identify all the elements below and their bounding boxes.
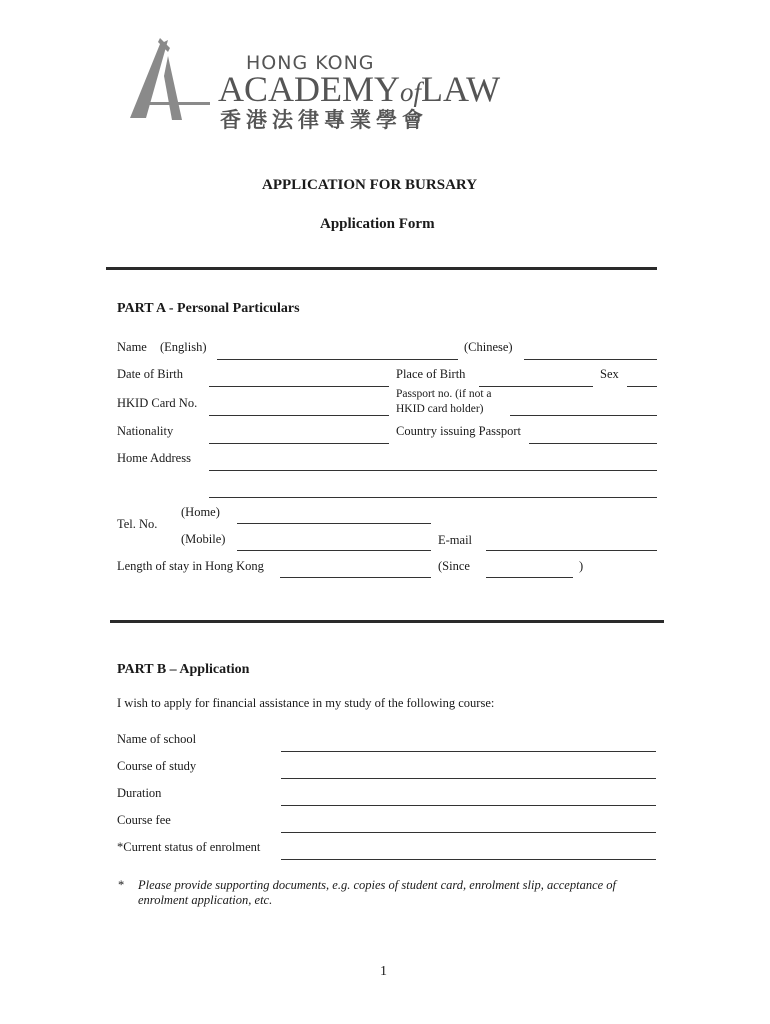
logo-academy-text: ACADEMY xyxy=(218,69,401,109)
section-divider xyxy=(110,620,664,623)
english-label: (English) xyxy=(160,340,207,354)
sex-label: Sex xyxy=(600,367,619,381)
note-line1: Please provide supporting documents, e.g. copies of student card, enrolment slip, acceptance of xyxy=(138,878,617,892)
country-passport-field[interactable] xyxy=(529,429,657,444)
name-chinese-field[interactable] xyxy=(524,345,657,360)
duration-label: Duration xyxy=(117,786,162,800)
fee-label: Course fee xyxy=(117,813,171,827)
form-title: APPLICATION FOR BURSARY xyxy=(262,177,478,193)
since-close: ) xyxy=(579,559,584,573)
address-field-2[interactable] xyxy=(209,483,657,498)
note-star: * xyxy=(118,878,125,892)
address-label: Home Address xyxy=(117,451,191,465)
nationality-field[interactable] xyxy=(209,429,389,444)
dob-label: Date of Birth xyxy=(117,367,183,381)
pob-label: Place of Birth xyxy=(396,367,466,381)
stay-field[interactable] xyxy=(280,563,431,578)
email-label: E-mail xyxy=(438,533,473,547)
since-field[interactable] xyxy=(486,563,573,578)
status-label: *Current status of enrolment xyxy=(117,840,261,854)
sex-field[interactable] xyxy=(627,372,657,387)
status-field[interactable] xyxy=(281,845,656,860)
country-passport-label: Country issuing Passport xyxy=(396,424,522,438)
stay-label: Length of stay in Hong Kong xyxy=(117,559,264,573)
hkid-field[interactable] xyxy=(209,401,389,416)
passport-label-line1: Passport no. (if not a xyxy=(396,388,492,400)
school-label: Name of school xyxy=(117,732,197,746)
passport-field[interactable] xyxy=(510,401,657,416)
part-b-heading: PART B – Application xyxy=(117,662,250,677)
since-label: (Since xyxy=(438,559,470,573)
page-number: 1 xyxy=(380,964,387,979)
fee-field[interactable] xyxy=(281,818,656,833)
nationality-label: Nationality xyxy=(117,424,174,438)
duration-field[interactable] xyxy=(281,791,656,806)
dob-field[interactable] xyxy=(209,372,389,387)
name-label: Name xyxy=(117,340,147,354)
logo-name-line1: HONG KONG xyxy=(246,52,375,74)
tel-mobile-field[interactable] xyxy=(237,536,431,551)
academy-logo-mark-icon xyxy=(124,36,214,126)
passport-label-line2: HKID card holder) xyxy=(396,403,484,415)
email-field[interactable] xyxy=(486,536,657,551)
note-line2: enrolment application, etc. xyxy=(138,893,273,907)
logo-of-text: of xyxy=(400,77,422,107)
form-subtitle: Application Form xyxy=(320,216,435,232)
chinese-label: (Chinese) xyxy=(464,340,513,354)
section-divider xyxy=(106,267,657,270)
address-field-1[interactable] xyxy=(209,456,657,471)
home-label: (Home) xyxy=(181,505,220,519)
hkid-label: HKID Card No. xyxy=(117,396,198,410)
logo-law-text: LAW xyxy=(421,69,501,109)
tel-home-field[interactable] xyxy=(237,509,431,524)
pob-field[interactable] xyxy=(479,372,593,387)
course-field[interactable] xyxy=(281,764,656,779)
part-b-intro: I wish to apply for financial assistance in my study of the following course: xyxy=(117,696,495,710)
school-field[interactable] xyxy=(281,737,656,752)
mobile-label: (Mobile) xyxy=(181,532,226,546)
logo-chinese-name: 香港法律專業學會 xyxy=(220,108,428,132)
tel-label: Tel. No. xyxy=(117,517,158,531)
course-label: Course of study xyxy=(117,759,197,773)
part-a-heading: PART A - Personal Particulars xyxy=(117,301,300,316)
name-english-field[interactable] xyxy=(217,345,458,360)
